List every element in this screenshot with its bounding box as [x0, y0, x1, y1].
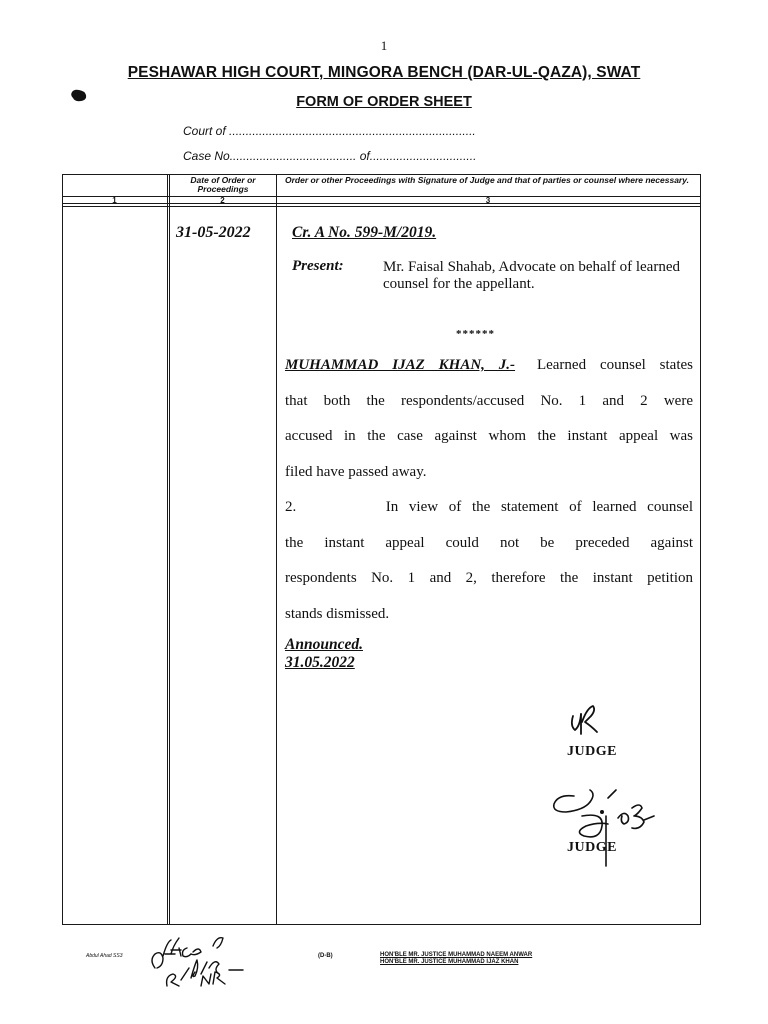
- court-of-label: Court of: [183, 124, 226, 138]
- col3-caption: Order or other Proceedings with Signature of Judge and that of parties or counsel where necessary.: [285, 175, 689, 185]
- justice-name-1: HON'BLE MR. JUSTICE MUHAMMAD NAEEM ANWAR: [380, 952, 533, 958]
- announced-date: 31.05.2022: [285, 654, 355, 671]
- justice-name-2: HON'BLE MR. JUSTICE MUHAMMAD IJAZ KHAN: [380, 959, 519, 965]
- order-line-text: Learned counsel states: [536, 357, 693, 373]
- table-col2-rule-inner: [169, 174, 170, 925]
- col2-caption: Date of Order or Proceedings: [190, 175, 256, 194]
- order-line: that both the respondents/accused No. 1 and 2 were: [285, 392, 693, 409]
- order-line-text: In view of the statement of learned counsel: [385, 499, 694, 515]
- case-no-dots: ......................................: [229, 149, 357, 163]
- court-of-line: [183, 124, 476, 138]
- table-col3-rule: [276, 174, 277, 925]
- order-body: [285, 348, 693, 632]
- judge-signature-1: [565, 702, 605, 738]
- bench-code: (D-B): [318, 953, 333, 959]
- table-left-rule: [62, 174, 63, 925]
- table-col2-rule: [167, 174, 168, 925]
- order-line: respondents No. 1 and 2, therefore the instant petition: [285, 570, 693, 586]
- order-date: 31-05-2022: [176, 224, 251, 241]
- order-line: stands dismissed.: [285, 605, 390, 622]
- table-right-rule: [700, 174, 701, 925]
- judge-label-1: JUDGE: [567, 744, 617, 759]
- judge-label-2: JUDGE: [567, 840, 617, 855]
- col2-number: 2: [220, 196, 225, 205]
- order-line: accused in the case against whom the instant appeal was: [285, 428, 693, 444]
- form-title: FORM OF ORDER SHEET: [296, 94, 472, 110]
- case-no-label: Case No: [183, 149, 230, 163]
- paragraph-number: 2.: [285, 499, 297, 515]
- col3-number: 3: [485, 196, 491, 205]
- office-note-handwriting: [145, 928, 245, 990]
- table-number-rule-2: [62, 206, 701, 207]
- order-line: filed have passed away.: [285, 463, 427, 480]
- present-text: Mr. Faisal Shahab, Advocate on behalf of learned counsel for the appellant.: [383, 259, 680, 292]
- col1-number: 1: [112, 196, 117, 205]
- of-dots: ................................: [369, 149, 477, 163]
- present-label: Present:: [292, 258, 344, 274]
- page-number: 1: [380, 38, 388, 53]
- court-of-dots: ..........................................................................: [229, 124, 476, 138]
- announced-label: Announced.: [285, 636, 363, 653]
- judge-name: MUHAMMAD IJAZ KHAN, J.-: [285, 357, 516, 373]
- order-line: [285, 490, 693, 526]
- case-no-line: [183, 149, 476, 163]
- table-bottom-rule: [62, 924, 701, 925]
- order-line: [285, 348, 693, 384]
- court-title: PESHAWAR HIGH COURT, MINGORA BENCH (DAR-UL-QAZA), SWAT: [127, 64, 641, 81]
- of-label: of: [359, 149, 370, 163]
- clerk-name: Abdul Ahad SS3: [86, 953, 123, 959]
- case-reference: Cr. A No. 599-M/2019.: [292, 224, 437, 241]
- order-line: the instant appeal could not be preceded against: [285, 534, 693, 551]
- separator-stars: ******: [456, 328, 495, 340]
